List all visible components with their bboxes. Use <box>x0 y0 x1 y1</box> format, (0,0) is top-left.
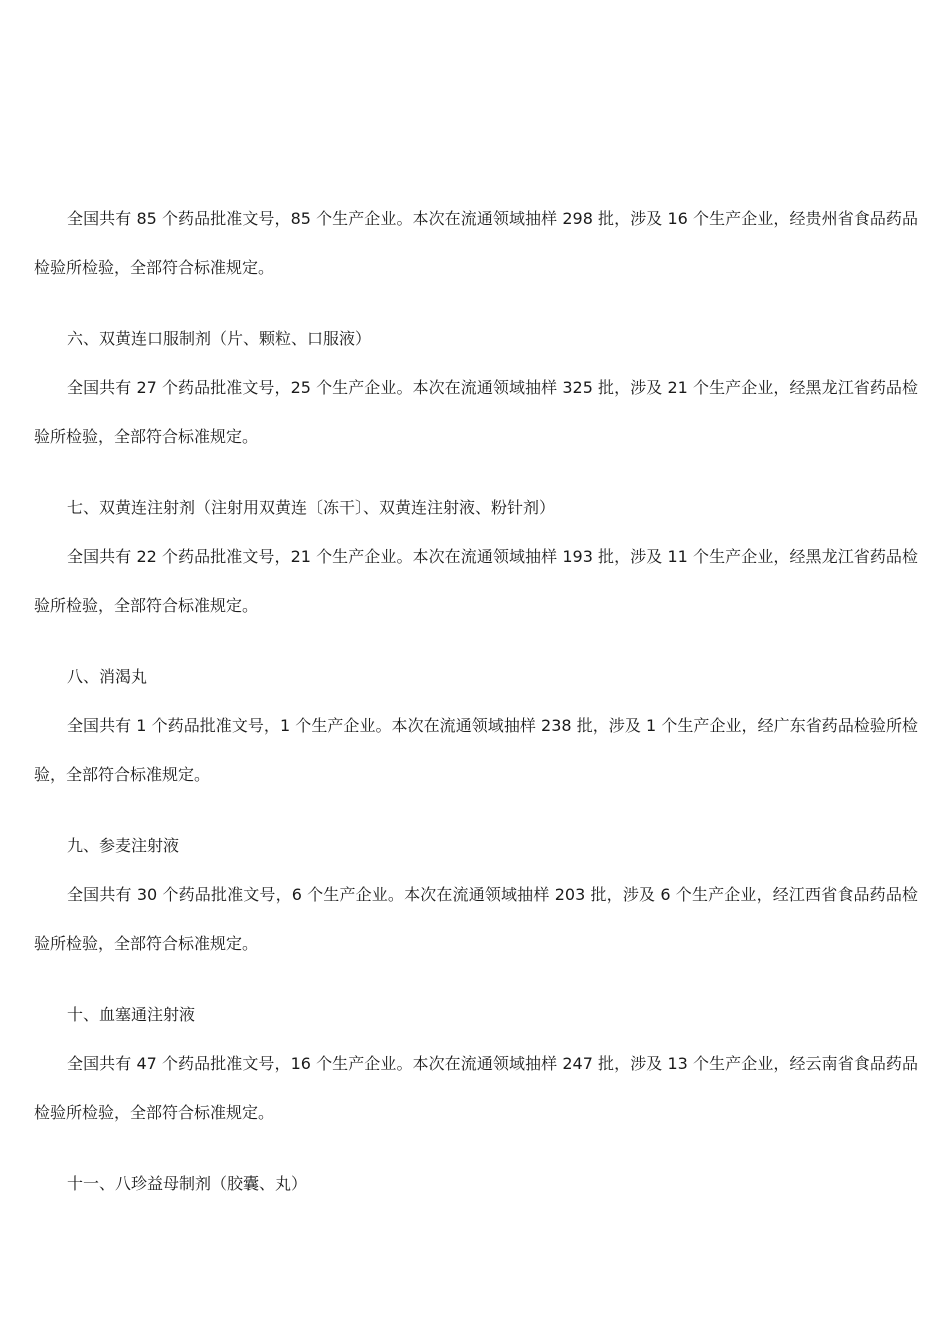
paragraph-section-8-body: 全国共有 1 个药品批准文号，1 个生产企业。本次在流通领域抽样 238 批，涉及 1 个生产企业，经广东省药品检验所检验，全部符合标准规定。 <box>34 716 918 784</box>
heading-section-9: 九、参麦注射液 <box>67 836 180 855</box>
heading-section-6: 六、双黄连口服制剂（片、颗粒、口服液） <box>67 329 372 348</box>
heading-section-10: 十、血塞通注射液 <box>67 1005 196 1024</box>
heading-section-8: 八、消渴丸 <box>67 667 148 686</box>
heading-section-7: 七、双黄连注射剂（注射用双黄连〔冻干〕、双黄连注射液、粉针剂） <box>67 498 556 517</box>
paragraph-section-7-body: 全国共有 22 个药品批准文号，21 个生产企业。本次在流通领域抽样 193 批，涉及 11 个生产企业，经黑龙江省药品检验所检验，全部符合标准规定。 <box>34 547 918 615</box>
paragraph-section-6-body: 全国共有 27 个药品批准文号，25 个生产企业。本次在流通领域抽样 325 批，涉及 21 个生产企业，经黑龙江省药品检验所检验，全部符合标准规定。 <box>34 378 918 446</box>
paragraph-section-5-body: 全国共有 85 个药品批准文号，85 个生产企业。本次在流通领域抽样 298 批，涉及 16 个生产企业，经贵州省食品药品检验所检验，全部符合标准规定。 <box>34 209 918 277</box>
paragraph-section-10-body: 全国共有 47 个药品批准文号，16 个生产企业。本次在流通领域抽样 247 批，涉及 13 个生产企业，经云南省食品药品检验所检验，全部符合标准规定。 <box>34 1054 918 1122</box>
heading-section-11: 十一、八珍益母制剂（胶囊、丸） <box>67 1174 308 1193</box>
paragraph-section-9-body: 全国共有 30 个药品批准文号，6 个生产企业。本次在流通领域抽样 203 批，涉及 6 个生产企业，经江西省食品药品检验所检验，全部符合标准规定。 <box>34 885 918 953</box>
